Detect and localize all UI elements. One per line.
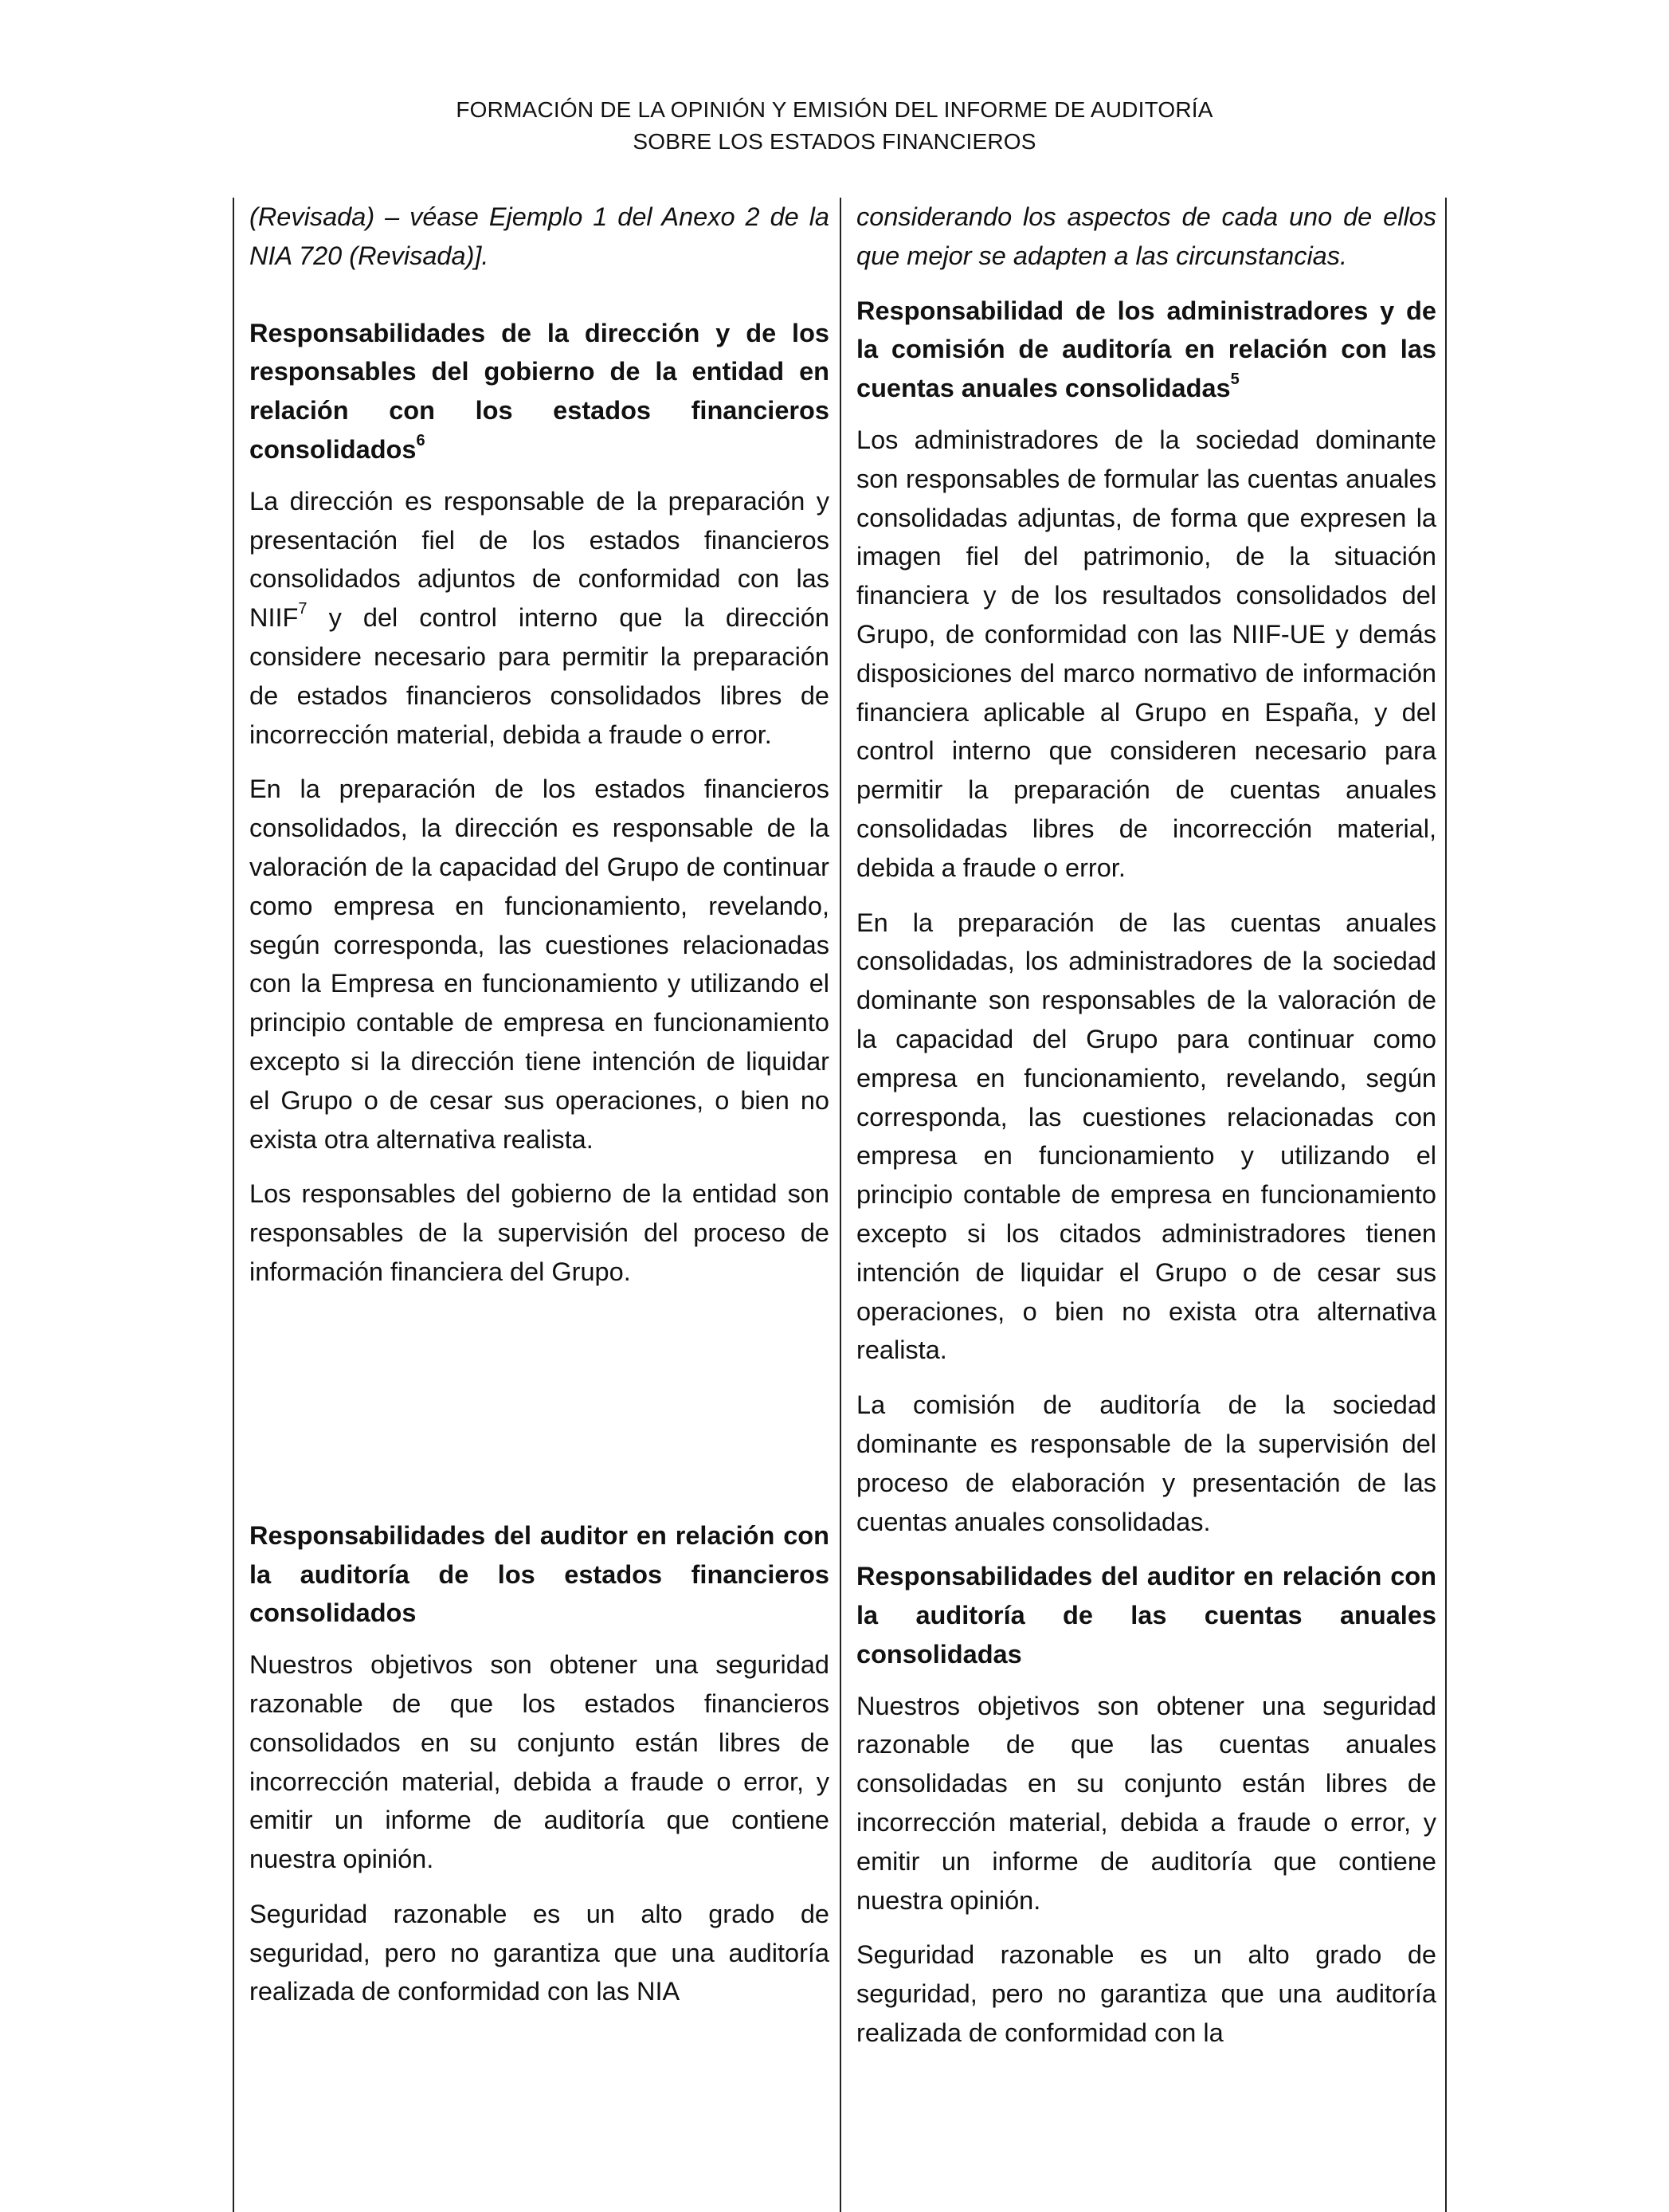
left-section-heading-auditor: Responsabilidades del auditor en relación con la auditoría de los estados financieros consolidados — [249, 1520, 829, 1628]
right-paragraph-4: Nuestros objetivos son obtener una seguridad razonable de que las cuentas anuales consolidadas en su conjunto están libres de incorrección material, debida a fraude o error, y emitir un informe de auditoría que contiene nuestra opinión. — [856, 1691, 1436, 1915]
left-paragraph-4: Nuestros objetivos son obtener una seguridad razonable de que los estados financieros consolidados en su conjunto están libres de incorrección material, debida a fraude o error, y emitir un informe de auditoría que contiene nuestra opinión. — [249, 1650, 829, 1874]
header-title-line2: SOBRE LOS ESTADOS FINANCIEROS — [633, 129, 1036, 154]
right-section-heading-administrators — [856, 292, 1436, 408]
left-p1-text-b: y del control interno que la dirección considere necesario para permitir la preparación de estados financieros consolidados libres de incorrección material, debida a fraude o error. — [249, 603, 829, 749]
right-paragraph-3: La comisión de auditoría de la sociedad dominante es responsable de la supervisión del proceso de elaboración y presentación de las cuentas anuales consolidadas. — [856, 1390, 1436, 1536]
table-border-middle — [840, 198, 841, 2212]
right-column — [856, 198, 1436, 2069]
left-intro-text: (Revisada) – véase Ejemplo 1 del Anexo 2 de la NIA 720 (Revisada)]. — [249, 202, 829, 270]
right-paragraph-2: En la preparación de las cuentas anuales consolidadas, los administradores de la sociedad dominante son responsables de la valoración de la capacidad del Grupo para continuar como empresa en funcionamiento, revelando, según corresponda, las cuestiones relacionadas con empresa en funcionamiento y utilizando el principio contable de empresa en funcionamiento excepto si los citados administradores tienen intención de liquidar el Grupo o de cesar sus operaciones, o bien no exista otra alternativa realista. — [856, 908, 1436, 1365]
left-heading1-text: Responsabilidades de la dirección y de los responsables del gobierno de la entidad en relación con los estados financieros consolidados — [249, 318, 829, 464]
table-border-left — [233, 198, 234, 2212]
left-p1-text-a: La dirección es responsable de la preparación y presentación fiel de los estados financieros consolidados adjuntos de conformidad con las NIIF — [249, 486, 829, 633]
table-border-right — [1445, 198, 1447, 2212]
left-column — [249, 198, 829, 2027]
right-heading1-text: Responsabilidad de los administradores y de la comisión de auditoría en relación con las cuentas anuales consolidadas — [856, 296, 1436, 403]
right-intro-text: considerando los aspectos de cada uno de ellos que mejor se adapten a las circunstancias. — [856, 202, 1436, 270]
page-header — [0, 94, 1669, 158]
right-paragraph-5: Seguridad razonable es un alto grado de seguridad, pero no garantiza que una auditoría realizada de conformidad con la — [856, 1940, 1436, 2048]
left-paragraph-5: Seguridad razonable es un alto grado de seguridad, pero no garantiza que una auditoría realizada de conformidad con las NIA — [249, 1899, 829, 2006]
left-paragraph-1 — [249, 482, 829, 755]
footnote-ref-7: 7 — [298, 600, 308, 618]
right-section-heading-auditor: Responsabilidades del auditor en relación con la auditoría de las cuentas anuales consolidadas — [856, 1562, 1436, 1669]
right-paragraph-1: Los administradores de la sociedad dominante son responsables de formular las cuentas anuales consolidadas adjuntas, de forma que expresen la imagen fiel del patrimonio, de la situación financiera y de los resultados consolidados del Grupo, de conformidad con las NIIF-UE y demás disposiciones del marco normativo de información financiera aplicable al Grupo en España, y del control interno que consideren necesario para permitir la preparación de cuentas anuales consolidadas libres de incorrección material, debida a fraude o error. — [856, 425, 1436, 882]
left-spacer — [249, 1308, 829, 1516]
left-paragraph-2: En la preparación de los estados financieros consolidados, la dirección es responsable de la valoración de la capacidad del Grupo de continuar como empresa en funcionamiento, revelando, según corresponda, las cuestiones relacionadas con la Empresa en funcionamiento y utilizando el principio contable de empresa en funcionamiento excepto si la dirección tiene intención de liquidar el Grupo o de cesar sus operaciones, o bien no exista otra alternativa realista. — [249, 775, 829, 1154]
left-section-heading-management — [249, 314, 829, 469]
footnote-ref-6: 6 — [416, 432, 425, 450]
left-paragraph-3: Los responsables del gobierno de la entidad son responsables de la supervisión del proceso de información financiera del Grupo. — [249, 1179, 829, 1286]
header-title-line1: FORMACIÓN DE LA OPINIÓN Y EMISIÓN DEL INFORME DE AUDITORÍA — [456, 97, 1213, 122]
footnote-ref-5: 5 — [1230, 371, 1240, 389]
comparison-table — [233, 198, 1447, 2212]
